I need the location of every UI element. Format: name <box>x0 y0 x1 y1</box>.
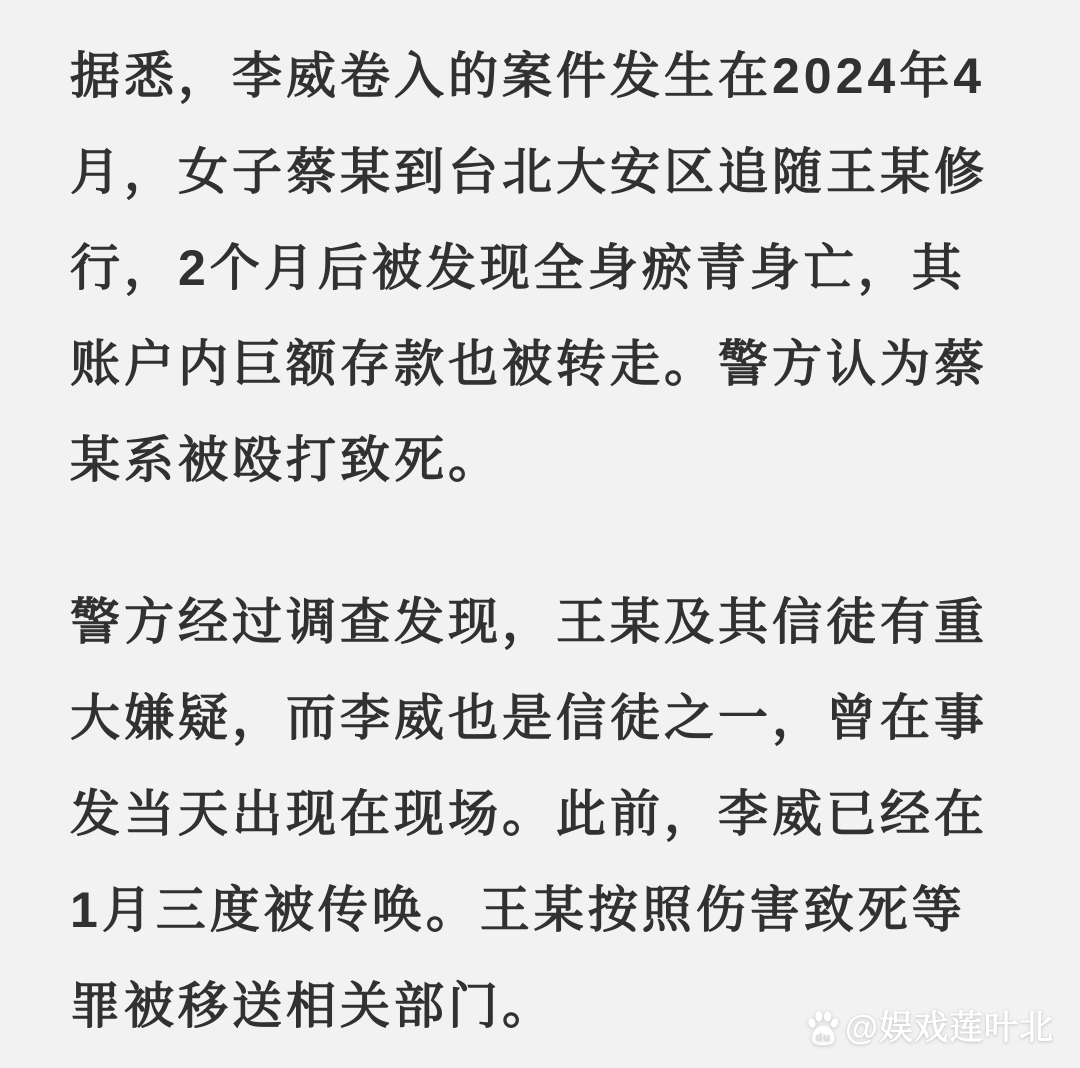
article-line: 月，女子蔡某到台北大安区追随王某修 <box>70 144 988 200</box>
article-line: 罪被移送相关部门。 <box>70 978 556 1034</box>
baidu-paw-icon <box>806 1008 840 1048</box>
article-line: 发当天出现在现场。此前，李威已经在 <box>70 786 988 842</box>
article-line: 据悉，李威卷入的案件发生在2024年4 <box>70 48 986 104</box>
watermark-handle: @娱戏莲叶北 <box>844 1009 1054 1047</box>
article-paragraph <box>70 574 1020 1054</box>
article-body <box>70 28 1020 1054</box>
article-paragraph <box>70 28 1020 508</box>
svg-text:du: du <box>815 1032 831 1044</box>
article-line: 大嫌疑，而李威也是信徒之一，曾在事 <box>70 690 988 746</box>
article-line: 行，2个月后被发现全身瘀青身亡，其 <box>70 240 966 296</box>
article-line: 1月三度被传唤。王某按照伤害致死等 <box>70 882 966 938</box>
article-line: 警方经过调查发现，王某及其信徒有重 <box>70 594 988 650</box>
article-line: 账户内巨额存款也被转走。警方认为蔡 <box>70 336 988 392</box>
watermark <box>806 1008 1054 1048</box>
article-line: 某系被殴打致死。 <box>70 432 502 488</box>
